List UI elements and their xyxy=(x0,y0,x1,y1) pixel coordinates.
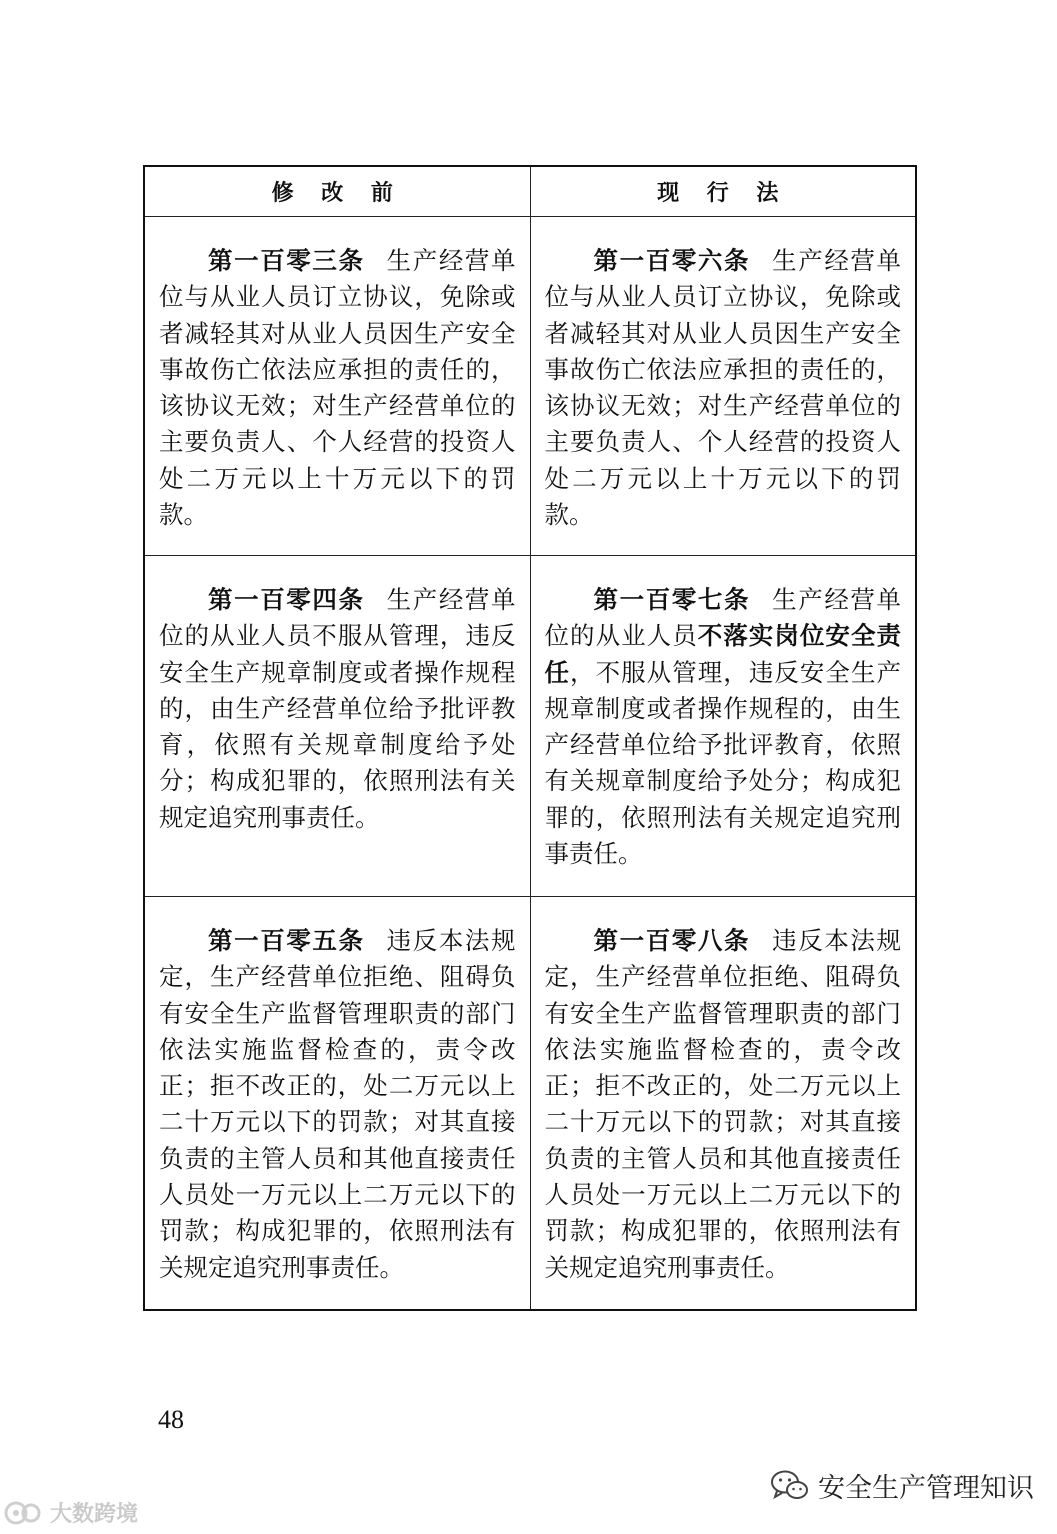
article-number: 第一百零四条 xyxy=(208,585,365,614)
amended-text-highlight: 不落实岗位安全责任 xyxy=(544,621,902,687)
article-text: 生产经营单位与从业人员订立协议，免除或者减轻其对从业人员因生产安全事故伤亡依法应承担的责任的，该协议无效；对生产经营单位的主要负责人、个人经营的投资人处二万元以上十万元以下的罚款。 xyxy=(544,246,902,530)
article-text: 生产经营单位的从业人员 xyxy=(544,585,902,651)
article-number: 第一百零五条 xyxy=(208,926,365,955)
article-text: 生产经营单位与从业人员订立协议，免除或者减轻其对从业人员因生产安全事故伤亡依法应承担的责任的，该协议无效；对生产经营单位的主要负责人、个人经营的投资人处二万元以上十万元以下的罚款。 xyxy=(159,246,516,530)
current-article-cell xyxy=(530,556,916,897)
table-row xyxy=(144,217,916,556)
current-article-cell xyxy=(530,897,916,1311)
article-number: 第一百零六条 xyxy=(593,246,751,275)
article-text: 违反本法规定，生产经营单位拒绝、阻碍负有安全生产监督管理职责的部门依法实施监督检查的，责令改正；拒不改正的，处二万元以上二十万元以下的罚款；对其直接负责的主管人员和其他直接责任人员处一万元以上二万元以下的罚款；构成犯罪的，依照刑法有关规定追究刑事责任。 xyxy=(159,926,516,1282)
table-row xyxy=(144,897,916,1311)
article-number: 第一百零七条 xyxy=(593,585,751,614)
article-number: 第一百零三条 xyxy=(208,246,365,275)
page-number: 48 xyxy=(158,1405,184,1434)
before-article-cell xyxy=(144,217,530,556)
article-number: 第一百零八条 xyxy=(593,926,751,955)
watermark-left-text: 大数跨境 xyxy=(50,1502,139,1527)
law-comparison-table xyxy=(143,165,917,1311)
article-text: 违反本法规定，生产经营单位拒绝、阻碍负有安全生产监督管理职责的部门依法实施监督检查的，责令改正；拒不改正的，处二万元以上二十万元以下的罚款；对其直接负责的主管人员和其他直接责任人员处一万元以上二万元以下的罚款；构成犯罪的，依照刑法有关规定追究刑事责任。 xyxy=(544,926,902,1282)
current-article-cell xyxy=(530,217,916,556)
brand-logo-icon xyxy=(4,1499,44,1527)
before-article-cell xyxy=(144,556,530,897)
header-before: 修 改 前 xyxy=(144,166,530,217)
watermark-right xyxy=(770,1466,1034,1505)
watermark-left xyxy=(4,1497,138,1528)
header-current: 现 行 法 xyxy=(530,166,916,217)
article-text: ，不服从管理，违反安全生产规章制度或者操作规程的，由生产经营单位给予批评教育，依照有关规章制度给予处分；构成犯罪的，依照刑法有关规定追究刑事责任。 xyxy=(544,657,902,869)
article-text: 生产经营单位的从业人员不服从管理，违反安全生产规章制度或者操作规程的，由生产经营单位给予批评教育，依照有关规章制度给予处分；构成犯罪的，依照刑法有关规定追究刑事责任。 xyxy=(159,585,516,832)
watermark-right-text: 安全生产管理知识 xyxy=(818,1473,1034,1504)
table-header-row xyxy=(144,166,916,217)
before-article-cell xyxy=(144,897,530,1311)
table-row xyxy=(144,556,916,897)
wechat-icon xyxy=(770,1469,810,1503)
